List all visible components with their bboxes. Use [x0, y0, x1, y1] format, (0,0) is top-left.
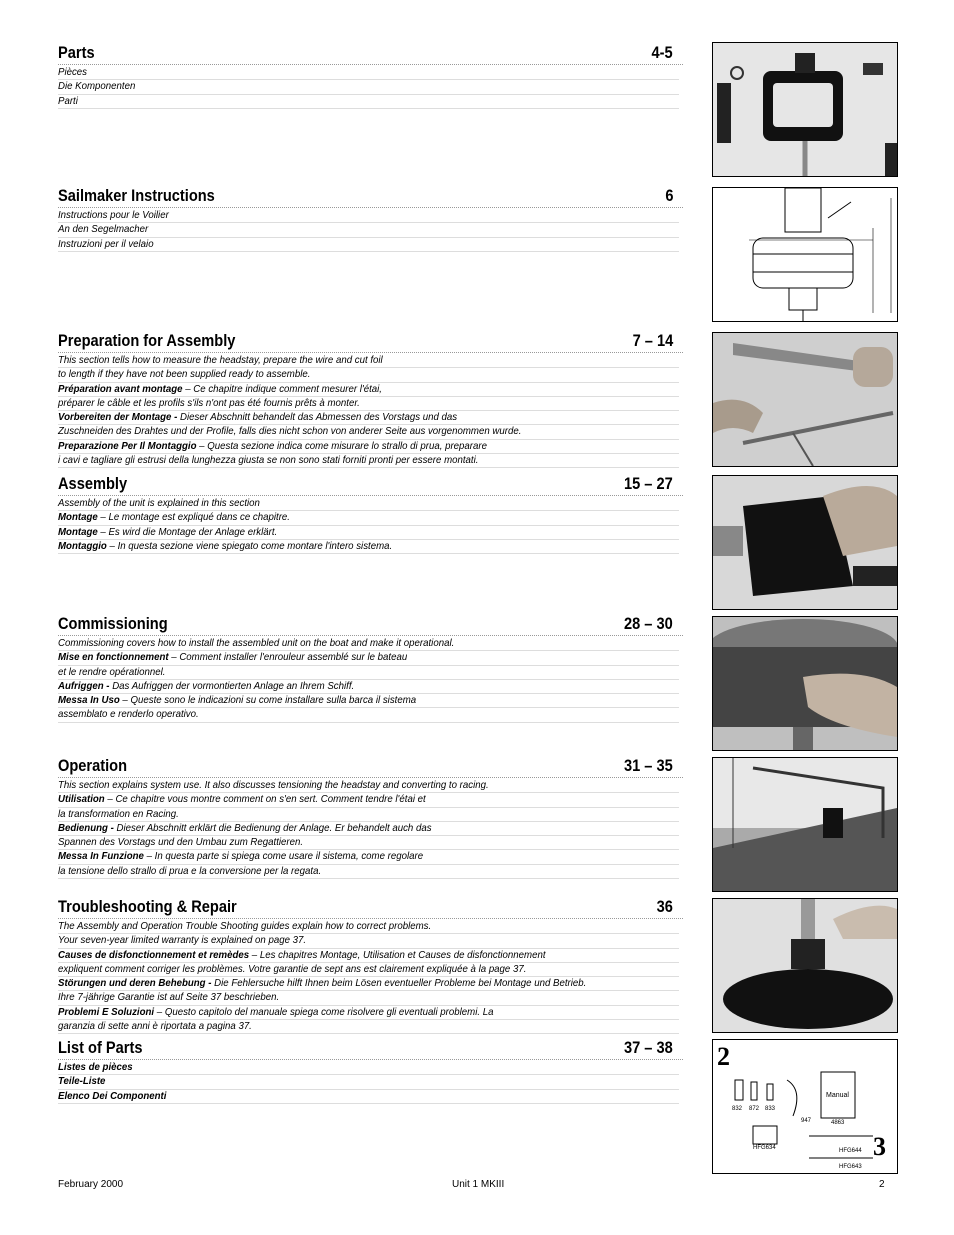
toc-section	[58, 1037, 683, 1104]
toc-title-row	[58, 330, 683, 353]
toc-section	[58, 755, 683, 879]
toc-title-row	[58, 1037, 683, 1060]
parts-list-diagram	[712, 1039, 898, 1174]
description-text: Assembly of the unit is explained in this section	[58, 497, 260, 509]
section-description-line	[58, 440, 679, 454]
section-description-line	[58, 95, 679, 109]
description-text: – In questa sezione viene spiegato come montare l'intero sistema.	[106, 539, 393, 552]
toc-title-row	[58, 755, 683, 778]
step-number-right: 3	[873, 1132, 886, 1161]
description-text: An den Segelmacher	[58, 223, 149, 236]
toc-section	[58, 185, 683, 252]
section-title: Assembly	[58, 474, 130, 494]
description-text: Pièces	[58, 66, 87, 78]
part-label: 833	[765, 1106, 776, 1112]
part-label: HFG643	[839, 1164, 862, 1170]
description-text: Spannen des Vorstags und den Umbau zum Regattieren.	[58, 836, 304, 849]
section-description-line	[58, 1075, 679, 1089]
toc-section	[58, 896, 683, 1034]
section-description-line	[58, 425, 679, 439]
section-description-line	[58, 865, 679, 879]
part-label: HFG644	[839, 1148, 862, 1154]
section-description-line	[58, 238, 679, 252]
section-description-line	[58, 977, 679, 991]
description-text: – Queste sono le indicazioni su come installare sulla barca il sistema	[119, 694, 417, 707]
section-title: Operation	[58, 756, 130, 776]
description-text: Dieser Abschnitt behandelt das Abmessen des Vorstags und das	[177, 411, 458, 424]
toc-section	[58, 42, 683, 109]
language-heading: Listes de pièces	[58, 1061, 133, 1073]
section-description-line	[58, 850, 679, 864]
section-description-line	[58, 680, 679, 694]
description-text: Zuschneiden des Drahtes und der Profile, falls dies nicht schon von anderer Seite aus vorgenommen wurde.	[58, 425, 522, 438]
toc-section	[58, 613, 683, 723]
section-title: List of Parts	[58, 1038, 145, 1058]
language-heading: Messa In Uso	[58, 694, 120, 707]
language-heading: Montage	[58, 511, 98, 524]
description-text: – Questa sezione indica come misurare lo strallo di prua, preparare	[196, 439, 487, 452]
section-title: Troubleshooting & Repair	[58, 897, 239, 917]
description-text: to length if they have not been supplied ready to assemble.	[58, 368, 311, 381]
section-description-line	[58, 822, 679, 836]
toc-title-row	[58, 473, 683, 496]
cutting-photo	[712, 332, 898, 467]
description-text: Das Aufriggen der vormontierten Anlage an Ihrem Schiff.	[109, 679, 355, 692]
language-heading: Problemi E Soluzioni	[58, 1005, 155, 1018]
description-text: Die Komponenten	[58, 80, 136, 93]
section-title: Parts	[58, 43, 97, 63]
section-description-line	[58, 708, 679, 722]
description-text: Instructions pour le Voilier	[58, 209, 169, 221]
description-text: The Assembly and Operation Trouble Shooting guides explain how to correct problems.	[58, 920, 432, 932]
part-label: 4863	[831, 1120, 845, 1126]
section-page-range: 4-5	[649, 43, 673, 63]
description-text: préparer le câble et les profils s'ils n'ont pas été fournis prêts à monter.	[58, 396, 360, 409]
description-text: Instruzioni per il velaio	[58, 237, 154, 250]
section-description-line	[58, 963, 679, 977]
section-description-line	[58, 454, 679, 468]
section-description-line	[58, 991, 679, 1005]
toc-section	[58, 473, 683, 554]
section-description-line	[58, 1061, 679, 1075]
section-page-range: 28 – 30	[622, 614, 673, 634]
part-label: 832	[732, 1106, 743, 1112]
section-description-line	[58, 1090, 679, 1104]
description-text: i cavi e tagliare gli estrusi della lunghezza giusta se non sono stati forniti pronti per essere montati.	[58, 454, 479, 467]
section-description-line	[58, 411, 679, 425]
section-description-line	[58, 66, 679, 80]
description-text: et le rendre opérationnel.	[58, 665, 166, 678]
section-description-line	[58, 651, 679, 665]
description-text: This section tells how to measure the headstay, prepare the wire and cut foil	[58, 354, 383, 366]
section-title: Preparation for Assembly	[58, 331, 238, 351]
footer-date: February 2000	[58, 1179, 124, 1190]
section-description-line	[58, 1020, 679, 1034]
description-text: – Comment installer l'enrouleur assemblé sur le bateau	[168, 651, 408, 664]
section-description-line	[58, 397, 679, 411]
description-text: – Ce chapitre indique comment mesurer l'étai,	[182, 382, 382, 395]
section-page-range: 7 – 14	[630, 331, 673, 351]
sailmaker-diagram	[712, 187, 898, 322]
section-page-range: 31 – 35	[622, 756, 673, 776]
language-heading: Montage	[58, 525, 98, 538]
section-description-line	[58, 949, 679, 963]
section-page-range: 15 – 27	[622, 474, 673, 494]
manual-label: Manual	[826, 1092, 849, 1099]
section-title: Commissioning	[58, 614, 170, 634]
description-text: Your seven-year limited warranty is explained on page 37.	[58, 934, 307, 947]
toc-title-row	[58, 42, 683, 65]
description-text: la transformation en Racing.	[58, 807, 179, 820]
part-label: 947	[801, 1118, 812, 1124]
description-text: – Questo capitolo del manuale spiega come risolvere gli eventuali problemi. La	[154, 1005, 494, 1018]
language-heading: Preparazione Per Il Montaggio	[58, 439, 197, 452]
footer-unit: Unit 1 MKIII	[452, 1179, 505, 1190]
section-description-line	[58, 779, 679, 793]
section-description-line	[58, 836, 679, 850]
description-text: assemblato e renderlo operativo.	[58, 708, 199, 721]
language-heading: Bedienung -	[58, 821, 114, 834]
section-description-line	[58, 80, 679, 94]
language-heading: Messa In Funzione	[58, 850, 144, 863]
description-text: garanzia di sette anni è riportata a pagina 37.	[58, 1020, 252, 1033]
commissioning-photo	[712, 616, 898, 751]
description-text: Parti	[58, 94, 78, 107]
language-heading: Utilisation	[58, 793, 105, 806]
section-description-line	[58, 694, 679, 708]
operation-photo	[712, 757, 898, 892]
description-text: expliquent comment corriger les problèmes. Votre garantie de sept ans est clairement expliquée à la page 37.	[58, 962, 527, 975]
footer-page-number: 2	[879, 1179, 885, 1190]
section-description-line	[58, 354, 679, 368]
section-title: Sailmaker Instructions	[58, 186, 217, 206]
description-text: – Les chapitres Montage, Utilisation et Causes de disfonctionnement	[249, 948, 546, 961]
language-heading: Causes de disfonctionnement et remèdes	[58, 948, 250, 961]
parts-photo	[712, 42, 898, 177]
section-description-line	[58, 666, 679, 680]
description-text: This section explains system use. It also discusses tensioning the headstay and converting to racing.	[58, 779, 489, 791]
part-label: HFG634	[753, 1145, 776, 1151]
step-number-left: 2	[717, 1042, 730, 1071]
language-heading: Störungen und deren Behebung -	[58, 977, 212, 990]
toc-title-row	[58, 613, 683, 636]
language-heading: Mise en fonctionnement	[58, 651, 169, 664]
toc-title-row	[58, 896, 683, 919]
language-heading: Préparation avant montage	[58, 382, 183, 395]
language-heading: Teile-Liste	[58, 1075, 106, 1088]
description-text: – Es wird die Montage der Anlage erklärt.	[97, 525, 278, 538]
description-text: la tensione dello strallo di prua e la conversione per la regata.	[58, 864, 322, 877]
section-description-line	[58, 1006, 679, 1020]
section-description-line	[58, 497, 679, 511]
language-heading: Montaggio	[58, 539, 107, 552]
description-text: Dieser Abschnitt erklärt die Bedienung der Anlage. Er behandelt auch das	[113, 821, 432, 834]
section-description-line	[58, 920, 679, 934]
section-description-line	[58, 934, 679, 948]
section-page-range: 6	[662, 186, 673, 206]
section-description-line	[58, 511, 679, 525]
part-label: 872	[749, 1106, 760, 1112]
section-page-range: 36	[654, 897, 673, 917]
section-description-line	[58, 209, 679, 223]
language-heading: Vorbereiten der Montage -	[58, 411, 178, 424]
section-description-line	[58, 223, 679, 237]
section-description-line	[58, 637, 679, 651]
description-text: Commissioning covers how to install the assembled unit on the boat and make it operational.	[58, 637, 455, 649]
section-description-line	[58, 540, 679, 554]
section-page-range: 37 – 38	[622, 1038, 673, 1058]
section-description-line	[58, 808, 679, 822]
toc-section	[58, 330, 683, 468]
toc-title-row	[58, 185, 683, 208]
language-heading: Elenco Dei Componenti	[58, 1089, 167, 1102]
section-description-line	[58, 526, 679, 540]
section-description-line	[58, 793, 679, 807]
language-heading: Aufriggen -	[58, 679, 110, 692]
description-text: – Ce chapitre vous montre comment on s'en sert. Comment tendre l'étai et	[104, 793, 426, 806]
section-description-line	[58, 383, 679, 397]
description-text: – Le montage est expliqué dans ce chapitre.	[97, 511, 290, 524]
description-text: – In questa parte si spiega come usare il sistema, come regolare	[143, 850, 424, 863]
description-text: Die Fehlersuche hilft Ihnen beim Lösen eventueller Probleme bei Montage und Betrieb.	[211, 977, 587, 990]
troubleshooting-photo	[712, 898, 898, 1033]
section-description-line	[58, 368, 679, 382]
description-text: Ihre 7-jährige Garantie ist auf Seite 37 beschrieben.	[58, 991, 280, 1004]
assembly-photo	[712, 475, 898, 610]
